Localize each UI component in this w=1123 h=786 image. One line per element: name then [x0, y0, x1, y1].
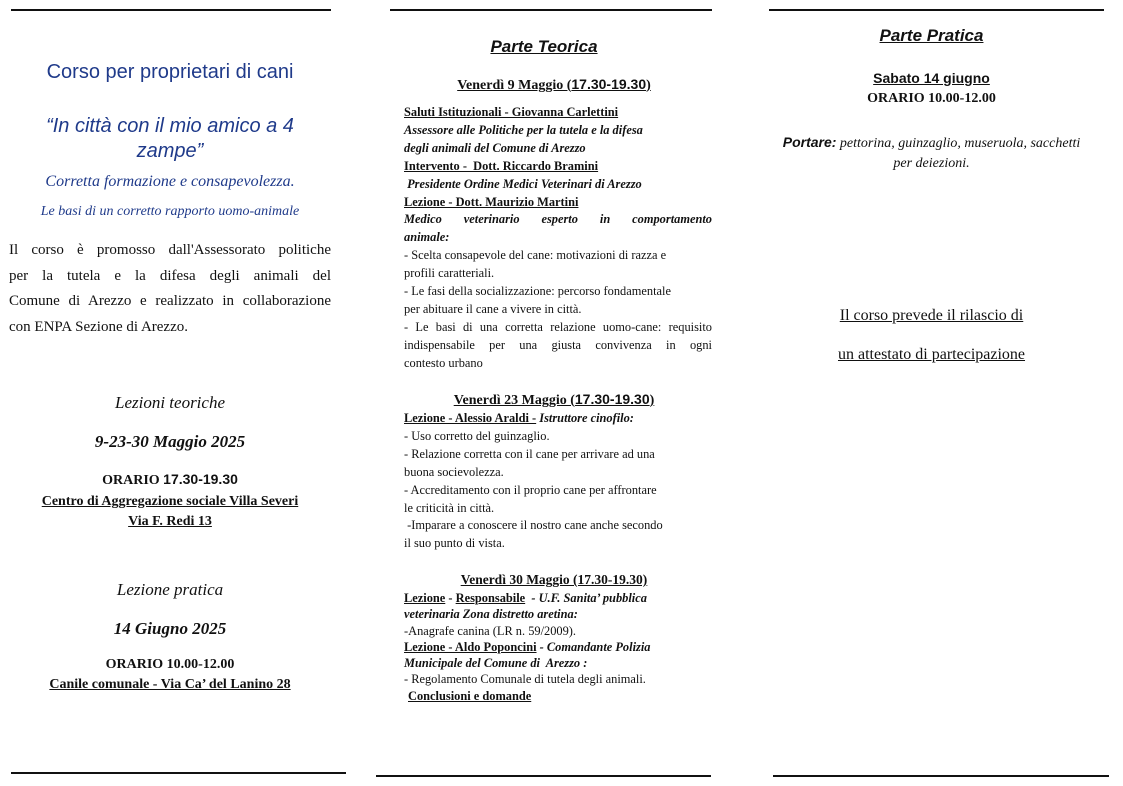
bring-info	[769, 132, 1094, 174]
day3-body	[404, 590, 712, 704]
theory-place	[0, 492, 340, 532]
bring-text-1: pettorina, guinzaglio, museruola, sacchetti	[836, 136, 1081, 151]
day3-lesson2-role-1: - Comandante Polizia	[536, 639, 651, 654]
day1-item: - Le basi di una corretta relazione uomo-cane: requisito	[404, 319, 712, 334]
theory-heading: Parte Teorica	[490, 37, 598, 56]
day1-title-post: )	[646, 78, 651, 93]
practice-date: 14 Giugno 2025	[113, 619, 227, 638]
intro-line: Comune di Arezzo e realizzato in collaborazione	[9, 293, 331, 309]
intro-paragraph	[9, 238, 331, 340]
day2-title-post: )	[649, 393, 655, 408]
day3-lesson1-sep: -	[445, 591, 456, 605]
day2-item: buona socievolezza.	[404, 464, 504, 479]
day3-lesson2	[404, 639, 712, 655]
day3-lesson1-role-1: - U.F. Sanita’ pubblica	[525, 591, 647, 605]
practice-label: Lezione pratica	[116, 580, 224, 599]
theory-time-value: 17.30-19.30	[163, 471, 238, 487]
day1-item: per abituare il cane a vivere in città.	[404, 301, 582, 316]
day1-title-time: 17.30-19.30	[571, 76, 647, 92]
bring-text-2: per deiezioni.	[893, 156, 970, 171]
subtitle-line-1: “In città con il mio amico a 4	[46, 115, 294, 137]
day1-title	[384, 76, 724, 94]
course-title: Corso per proprietari di cani	[46, 61, 294, 83]
day3-lesson2-role-2: Municipale del Comune di Arezzo :	[404, 656, 588, 671]
day1-speaker3-role-2: animale:	[404, 230, 450, 245]
theory-place-name: Centro di Aggregazione sociale Villa Severi	[41, 494, 299, 509]
practice-day: Sabato 14 giugno	[873, 70, 990, 86]
day3-title: Venerdì 30 Maggio (17.30-19.30)	[460, 572, 648, 587]
day3-lesson1-pre: Lezione	[404, 591, 446, 605]
day3-lesson1-name: Responsabile	[455, 591, 526, 605]
certificate-line-2: un attestato di partecipazione	[837, 346, 1026, 363]
day2-title	[384, 391, 724, 409]
day3-lesson1-item: -Anagrafe canina (LR n. 59/2009).	[404, 623, 577, 638]
day1-speaker3-name: Lezione - Dott. Maurizio Martini	[404, 194, 579, 209]
day1-speaker1-name: Saluti Istituzionali - Giovanna Carlettini	[404, 105, 619, 119]
day3-lesson1	[404, 590, 712, 606]
tagline-1: Corretta formazione e consapevolezza.	[45, 173, 295, 190]
intro-line: con ENPA Sezione di Arezzo.	[9, 318, 188, 335]
day3-lesson1-role-2: veterinaria Zona distretto aretina:	[404, 607, 578, 622]
bring-label: Portare:	[782, 134, 837, 150]
day1-speaker2-name: Intervento - Dott. Riccardo Bramini	[404, 158, 599, 173]
practice-hours: ORARIO 10.00-12.00	[867, 91, 996, 106]
theory-dates: 9-23-30 Maggio 2025	[94, 432, 246, 451]
day2-item: - Uso corretto del guinzaglio.	[404, 428, 550, 443]
theory-place-address: Via F. Redi 13	[128, 514, 212, 529]
tagline-2: Le basi di un corretto rapporto uomo-animale	[40, 204, 300, 219]
day2-lesson	[404, 410, 712, 428]
day3-closing: Conclusioni e domande	[408, 688, 532, 703]
practice-heading: Parte Pratica	[879, 26, 984, 45]
day3-lesson2-item: - Regolamento Comunale di tutela degli animali.	[404, 672, 646, 687]
day1-item: profili caratteriali.	[404, 266, 495, 281]
day3-lesson2-name: Lezione - Aldo Poponcini	[404, 639, 537, 654]
day2-title-time: 17.30-19.30	[574, 391, 650, 407]
intro-line: per la tutela e la difesa degli animali del	[9, 267, 331, 284]
day2-item: -Imparare a conoscere il nostro cane anche secondo	[404, 518, 663, 533]
practice-place: Canile comunale - Via Ca’ del Lanino 28	[49, 677, 291, 692]
day2-title-pre: Venerdì 23 Maggio (	[453, 393, 575, 408]
practice-time: ORARIO 10.00-12.00	[105, 657, 235, 672]
middle-panel	[404, 0, 712, 786]
day1-speaker2-role: Presidente Ordine Medici Veterinari di Arezzo	[404, 176, 642, 191]
day2-lesson-role: Istruttore cinofilo:	[536, 411, 634, 425]
day1-title-pre: Venerdì 9 Maggio (	[457, 78, 572, 93]
certificate-line-1: Il corso prevede il rilascio di	[839, 307, 1024, 324]
day1-body	[404, 104, 712, 373]
day2-item: il suo punto di vista.	[404, 536, 505, 551]
right-panel	[769, 0, 1104, 786]
day1-speaker1-role-2: degli animali del Comune di Arezzo	[404, 140, 586, 155]
day1-item: - Le fasi della socializzazione: percorso fondamentale	[404, 284, 671, 299]
day1-speaker1-role-1: Assessore alle Politiche per la tutela e la difesa	[404, 122, 643, 137]
day2-item: - Accreditamento con il proprio cane per affrontare	[404, 482, 657, 497]
theory-time	[0, 471, 340, 489]
theory-label: Lezioni teoriche	[114, 393, 225, 412]
day1-item: indispensabile per una giusta convivenza in ogni	[404, 337, 712, 352]
left-panel	[0, 0, 345, 786]
theory-time-label: ORARIO	[102, 473, 164, 488]
day1-speaker3-role-1: Medico veterinario esperto in comportamento	[404, 212, 712, 227]
course-subtitle	[0, 114, 340, 164]
day1-item: - Scelta consapevole del cane: motivazioni di razza e	[404, 248, 667, 263]
intro-line: Il corso è promosso dall'Assessorato politiche	[9, 242, 331, 258]
day2-body	[404, 410, 712, 553]
subtitle-line-2: zampe”	[136, 140, 204, 162]
day2-item: - Relazione corretta con il cane per arrivare ad una	[404, 446, 655, 461]
day2-lesson-name: Lezione - Alessio Araldi -	[404, 411, 537, 425]
day1-item: contesto urbano	[404, 355, 483, 370]
day2-item: le criticità in città.	[404, 500, 495, 515]
